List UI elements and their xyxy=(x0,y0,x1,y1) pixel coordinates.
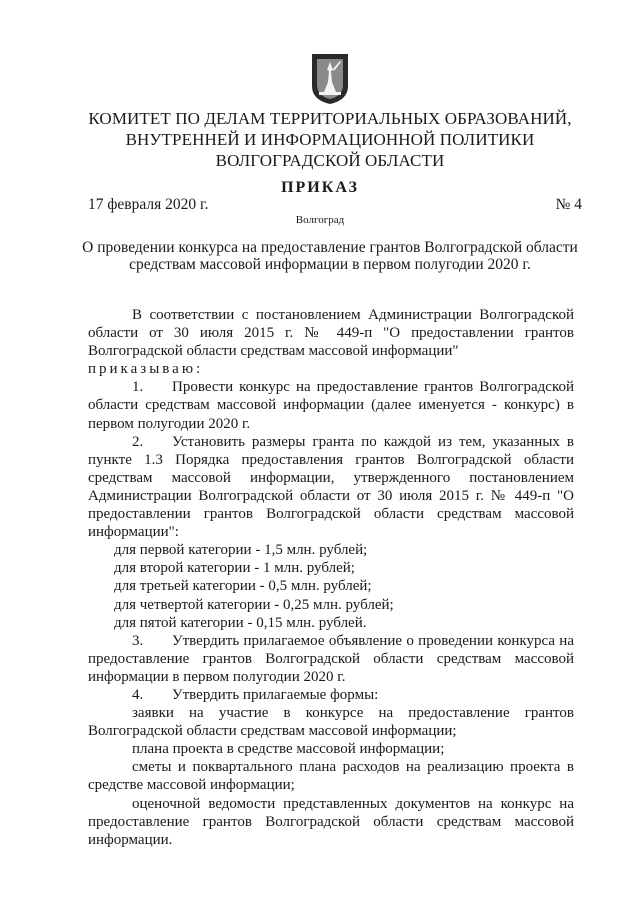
document-city: Волгоград xyxy=(295,214,345,226)
document-subject xyxy=(70,239,590,273)
item-4-text: Утвердить прилагаемые формы: xyxy=(172,686,379,703)
issuer-title xyxy=(60,108,600,171)
volgograd-coat-of-arms-icon xyxy=(310,52,350,106)
item-2-text: Установить размеры гранта по каждой из тем, указанных в пункте 1.3 Порядка предоставления грантов Волгоградской области средствам массовой информации, утвержденного постановлением Администрации Волгоградской области от 30 июля 2015 г. № 449-п "О предоставлении грантов Волгоградской области средствам массовой информации": xyxy=(88,433,574,541)
subject-line-2: средствам массовой информации в первом полугодии 2020 г. xyxy=(129,256,531,273)
grant-category-5: для пятой категории - 0,15 млн. рублей. xyxy=(114,614,367,631)
grant-category-1: для первой категории - 1,5 млн. рублей; xyxy=(114,542,368,559)
issuer-title-line-1: КОМИТЕТ ПО ДЕЛАМ ТЕРРИТОРИАЛЬНЫХ ОБРАЗОВАНИЙ, xyxy=(88,109,572,128)
form-item-project-plan: плана проекта в средстве массовой информации; xyxy=(132,741,445,758)
item-3 xyxy=(88,632,574,686)
grant-category-3: для третьей категории - 0,5 млн. рублей; xyxy=(114,578,372,595)
issuer-title-line-2: ВНУТРЕННЕЙ И ИНФОРМАЦИОННОЙ ПОЛИТИКИ xyxy=(125,130,535,149)
item-3-text: Утвердить прилагаемое объявление о проведении конкурса на предоставление грантов Волгоградской области средствам массовой информации в первом полугодии 2020 г. xyxy=(88,632,574,685)
document-number: № 4 xyxy=(555,196,582,213)
form-item-application: заявки на участие в конкурсе на предоставление грантов Волгоградской области средствам массовой информации; xyxy=(88,705,574,740)
item-4-number: 4. xyxy=(132,686,144,703)
item-2-number: 2. xyxy=(132,433,144,450)
document-date: 17 февраля 2020 г. xyxy=(88,196,209,213)
grant-category-4: для четвертой категории - 0,25 млн. рублей; xyxy=(114,596,394,613)
item-1-text: Провести конкурс на предоставление грантов Волгоградской области средствам массовой информации (далее именуется - конкурс) в первом полугодии 2020 г. xyxy=(88,379,574,432)
item-1-number: 1. xyxy=(132,379,144,396)
item-4 xyxy=(88,686,574,704)
preamble-paragraph: В соответствии с постановлением Администрации Волгоградской области от 30 июля 2015 г. № 449-п "О предоставлении грантов Волгоградской области средствам массовой информации" xyxy=(88,307,574,360)
order-word: приказываю: xyxy=(88,361,204,378)
document-type: ПРИКАЗ xyxy=(281,179,359,196)
document-body xyxy=(88,306,574,849)
form-item-budget: сметы и поквартального плана расходов на реализацию проекта в средстве массовой информации; xyxy=(88,759,574,794)
item-2 xyxy=(88,433,574,542)
item-1 xyxy=(88,378,574,432)
form-item-evaluation-sheet: оценочной ведомости представленных документов на конкурс на предоставление грантов Волгоградской области средствам массовой информации. xyxy=(88,795,574,848)
subject-line-1: О проведении конкурса на предоставление грантов Волгоградской области xyxy=(82,239,578,256)
issuer-title-line-3: ВОЛГОГРАДСКОЙ ОБЛАСТИ xyxy=(215,151,445,170)
grant-category-2: для второй категории - 1 млн. рублей; xyxy=(114,560,355,577)
item-3-number: 3. xyxy=(132,632,144,649)
